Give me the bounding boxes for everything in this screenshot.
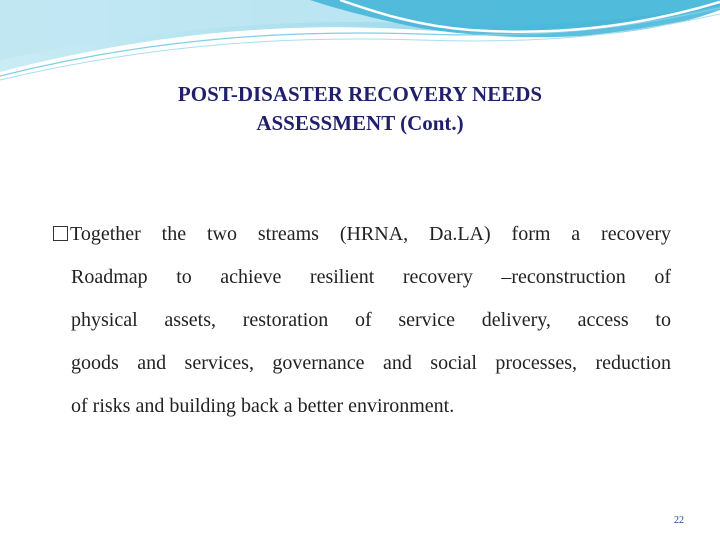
body-line-3: physical assets, restoration of service delivery, access to bbox=[71, 309, 671, 331]
square-bullet-icon bbox=[53, 226, 68, 241]
title-line-1: POST-DISASTER RECOVERY NEEDS bbox=[177, 82, 543, 106]
title-line-2: ASSESSMENT (Cont.) bbox=[256, 111, 464, 135]
slide-title bbox=[0, 80, 720, 138]
body-line-4: goods and services, governance and social processes, reduction bbox=[71, 352, 671, 374]
page-number: 22 bbox=[674, 515, 684, 526]
body-line-2: Roadmap to achieve resilient recovery –reconstruction of bbox=[71, 266, 671, 288]
body-line-1-text: Together the two streams (HRNA, Da.LA) form a recovery bbox=[70, 223, 671, 245]
body-line-1 bbox=[53, 213, 671, 256]
header-wave-decoration bbox=[0, 0, 720, 90]
body-line-5: of risks and building back a better environment. bbox=[71, 395, 455, 417]
body-paragraph bbox=[53, 213, 671, 428]
